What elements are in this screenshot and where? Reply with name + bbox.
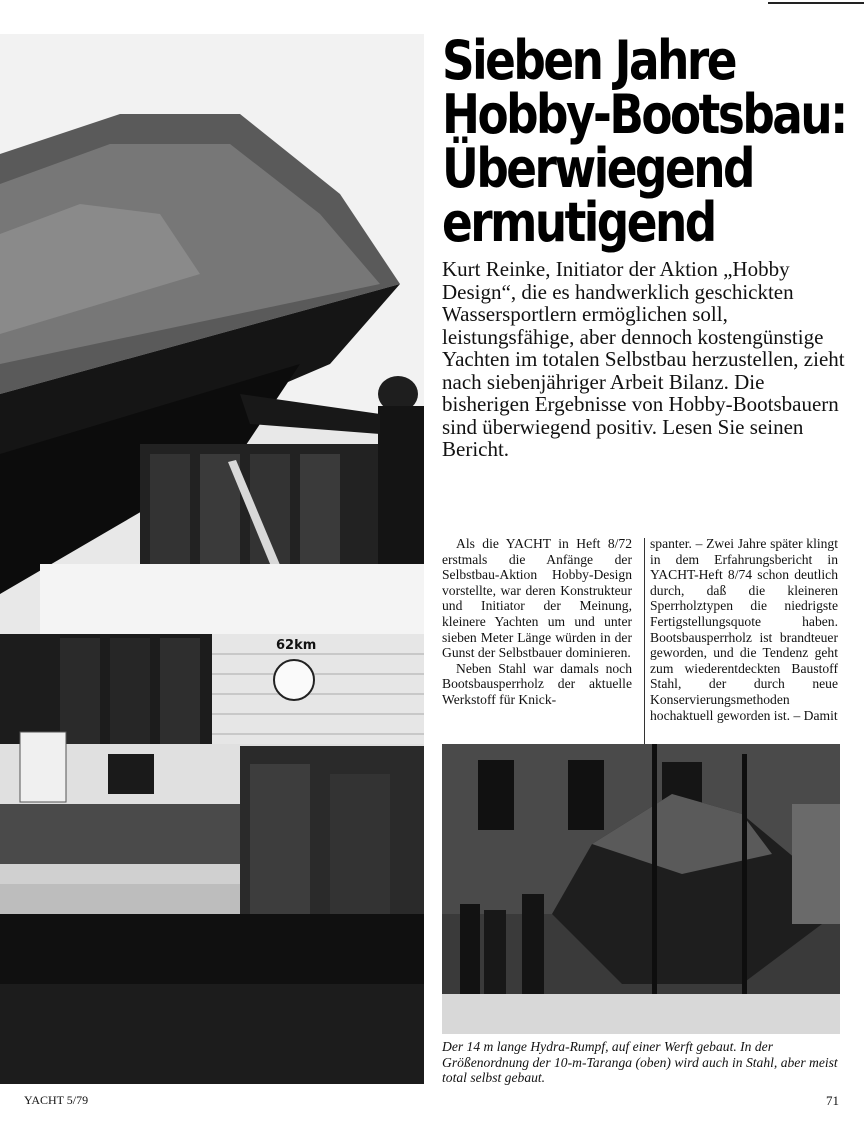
- page-number: 71: [826, 1093, 839, 1108]
- headline-line: Sieben Jahre: [442, 29, 735, 92]
- body-column-1: [442, 536, 632, 708]
- column-divider: [644, 538, 645, 748]
- headline-line: Überwiegend: [442, 137, 753, 200]
- top-rule: [768, 2, 864, 4]
- body-paragraph: spanter. – Zwei Jahre später klingt in dem Erfahrungsbericht in YACHT-Heft 8/74 schon deutlich durch, daß die kleineren Sperrholztypen die niedrigste Fertigstellungsquote haben. Bootsbausperrholz ist brandteuer geworden, und die Tendenz geht zum wiederentdeckten Baustoff Stahl, der durch neue Konservierungsmethoden hochaktuell geworden ist. – Damit: [650, 536, 838, 723]
- body-paragraph: Als die YACHT in Heft 8/72 erstmals die Anfänge der Selbstbau-Aktion Hobby-Design vorstellte, war deren Konstrukteur und Initiator der Meinung, kleinere Yachten um und unter sieben Meter Länge würden in der Gunst der Selbstbauer dominieren.: [442, 536, 632, 661]
- body-paragraph: Neben Stahl war damals noch Bootsbausperrholz der aktuelle Werkstoff für Knick-: [442, 660, 632, 707]
- issue-label: YACHT 5/79: [24, 1093, 89, 1107]
- truck-speed-sign-label: 62km: [276, 638, 317, 653]
- photo-hydra-hull: [442, 744, 840, 1034]
- body-column-2: [650, 536, 838, 723]
- headline: [442, 29, 846, 254]
- photo-caption: Der 14 m lange Hydra-Rumpf, auf einer Werft gebaut. In der Größenordnung der 10-m-Taranga (oben) wird auch in Stahl, aber meist total selbst gebaut.: [442, 1039, 838, 1085]
- headline-line: Hobby-Bootsbau:: [442, 83, 846, 146]
- photo-hull-on-truck: [0, 34, 424, 1084]
- headline-line: ermutigend: [442, 191, 715, 254]
- lead-paragraph: Kurt Reinke, Initiator der Aktion „Hobby Design“, die es handwerklich geschickten Wassersportlern ermöglichen soll, leistungsfähige, aber dennoch kostengünstige Yachten im totalen Selbstbau herzustellen, zieht nach siebenjähriger Arbeit Bilanz. Die bisherigen Ergebnisse von Hobby-Bootsbauern sind überwiegend positiv. Lesen Sie seinen Bericht.: [442, 257, 845, 461]
